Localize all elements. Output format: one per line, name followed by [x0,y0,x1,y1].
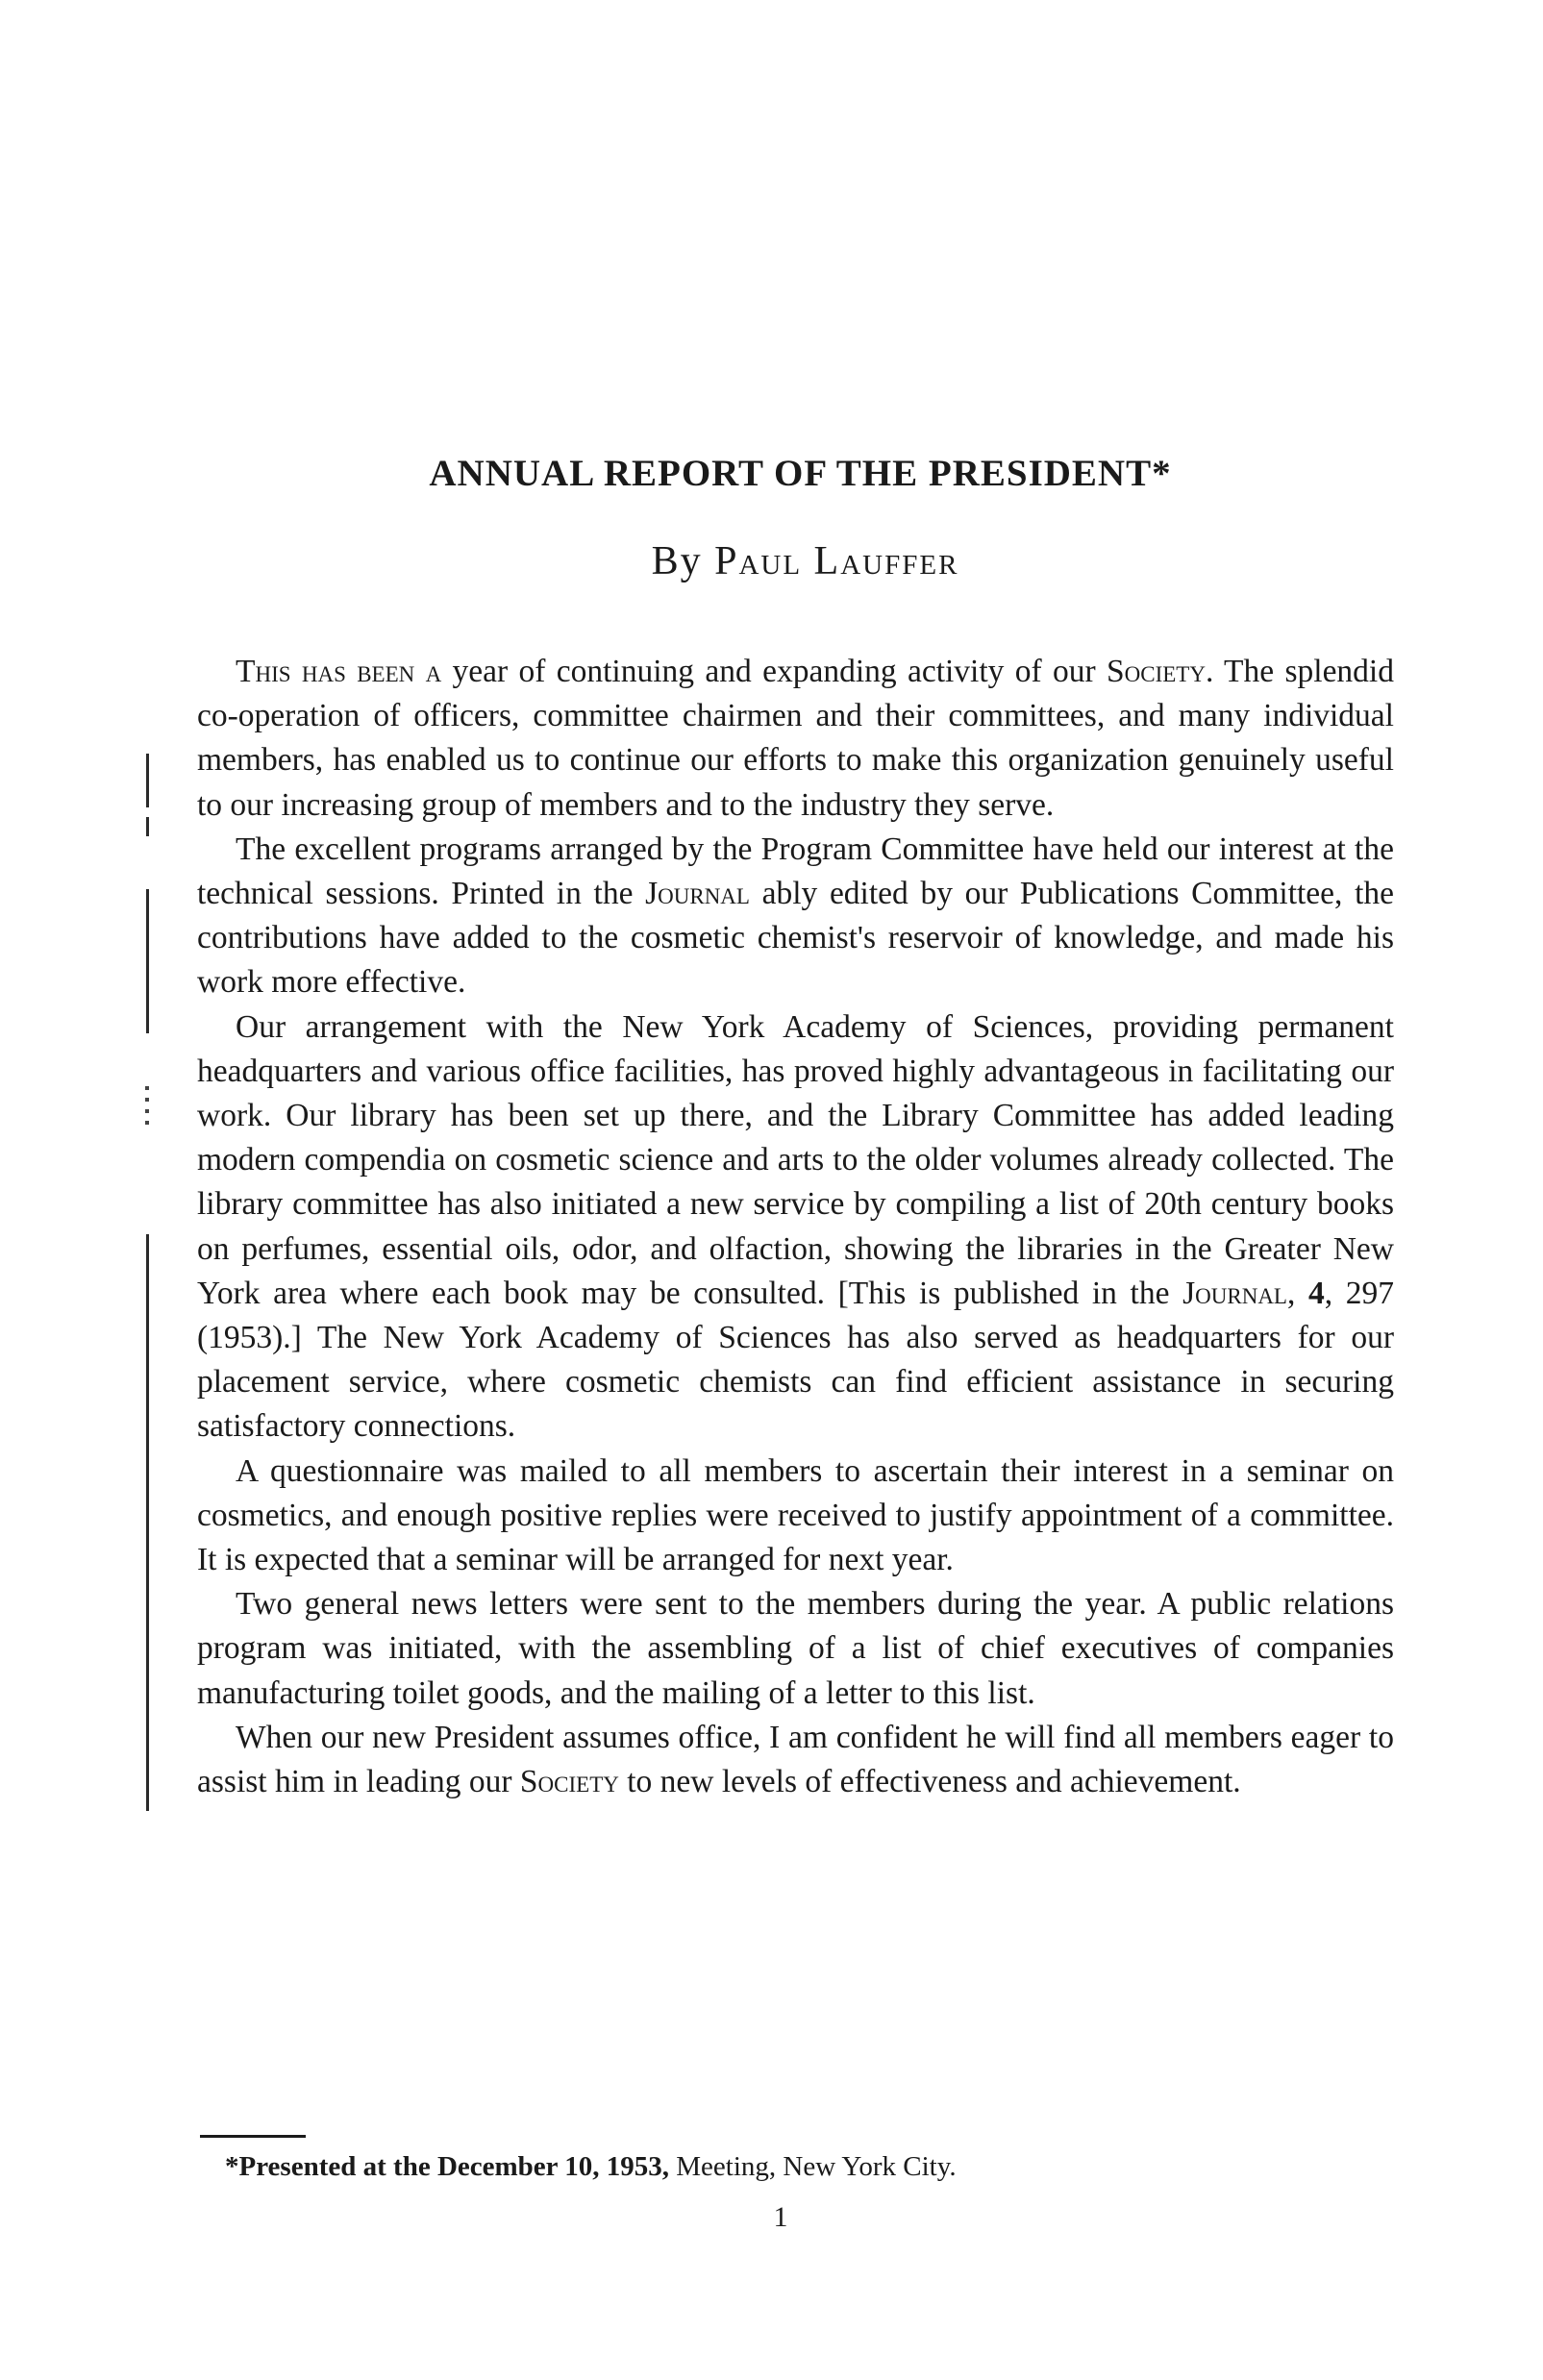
journal-term: Journal [645,876,750,912]
scan-artifact-dot [145,1098,149,1102]
lead-in-caps: This has been a [236,654,442,689]
paragraph-1 [197,650,1394,828]
society-term: Society [519,1764,619,1800]
page-number: 1 [773,2201,788,2233]
paragraph-3 [197,1005,1394,1450]
paragraph-3-text-end: , 297 (1953).] The New York Academy of Sciences has also served as headquarters for our placement service, where cosmetic chemists can find efficient assistance in securing satisfactory connections. [197,1275,1395,1445]
footnote-divider [200,2135,306,2138]
paragraph-6-text: When our new President assumes office, I am confident he will find all members eager to assist him in leading our [197,1719,1394,1800]
byline-prefix: By [651,539,703,583]
scan-artifact-dot [145,1086,149,1090]
scan-artifact-dot [145,1109,149,1113]
paragraph-3-text-cont: , [1286,1275,1308,1311]
journal-term: Journal [1182,1275,1287,1311]
paragraph-4: A questionnaire was mailed to all members to ascertain their interest in a seminar on cosmetics, and enough positive replies were received to justify appointment of a committee. It is expected that a seminar will be arranged for next year. [197,1452,1394,1578]
footnote-bold: *Presented at the December 10, 1953, [225,2151,670,2182]
author-byline [0,538,1543,584]
scan-artifact-bar [146,1234,149,1811]
scan-artifact-bar [146,817,149,836]
paragraph-5: Two general news letters were sent to the members during the year. A public relations program was initiated, with the assembling of a list of chief executives of companies manufacturing toilet goods, and the mailing of a letter to this list. [197,1586,1394,1711]
paragraph-6-text-cont: to new levels of effectiveness and achievement. [618,1764,1241,1800]
paragraph-2-text: The excellent programs arranged by the Program Committee have held our interest at the technical sessions. Printed in the [197,831,1394,912]
paragraph-1-text: year of continuing and expanding activity of our [441,654,1107,689]
footnote [225,2151,957,2183]
scan-artifact-bar [146,754,149,807]
author-name: Paul Lauffer [714,539,959,583]
volume-number: 4 [1308,1275,1325,1311]
paragraph-2 [197,828,1394,1005]
scan-artifact-bar [146,889,149,1033]
paragraph-1-text-cont: . The splendid co-operation of officers, committee chairmen and their committees, and many individual members, has enabled us to continue our efforts to make this organization genuinely useful to our increasing group of members and to the industry they serve. [197,654,1394,823]
article-title: ANNUAL REPORT OF THE PRESIDENT* [429,453,1172,494]
footnote-text: Meeting, New York City. [669,2151,957,2182]
paragraph-3-text: Our arrangement with the New York Academy of Sciences, providing permanent headquarters and various office facilities, has proved highly advantageous in facilitating our work. Our library has been set up there, and the Library Committee has added leading modern compendia on cosmetic science and arts to the older volumes already collected. The library committee has also initiated a new service by compiling a list of 20th century books on perfumes, essential oils, odor, and olfaction, showing the libraries in the Greater New York area where each book may be consulted. [This is published in the [197,1008,1394,1311]
article-body [197,650,1394,1804]
society-term: Society [1107,654,1206,689]
paragraph-2-text-cont: ably edited by our Publications Committee, the contributions have added to the cosmetic chemist's reservoir of knowledge, and made his work more effective. [197,876,1394,1001]
paragraph-6 [197,1716,1394,1804]
scan-artifact-dot [145,1121,149,1125]
